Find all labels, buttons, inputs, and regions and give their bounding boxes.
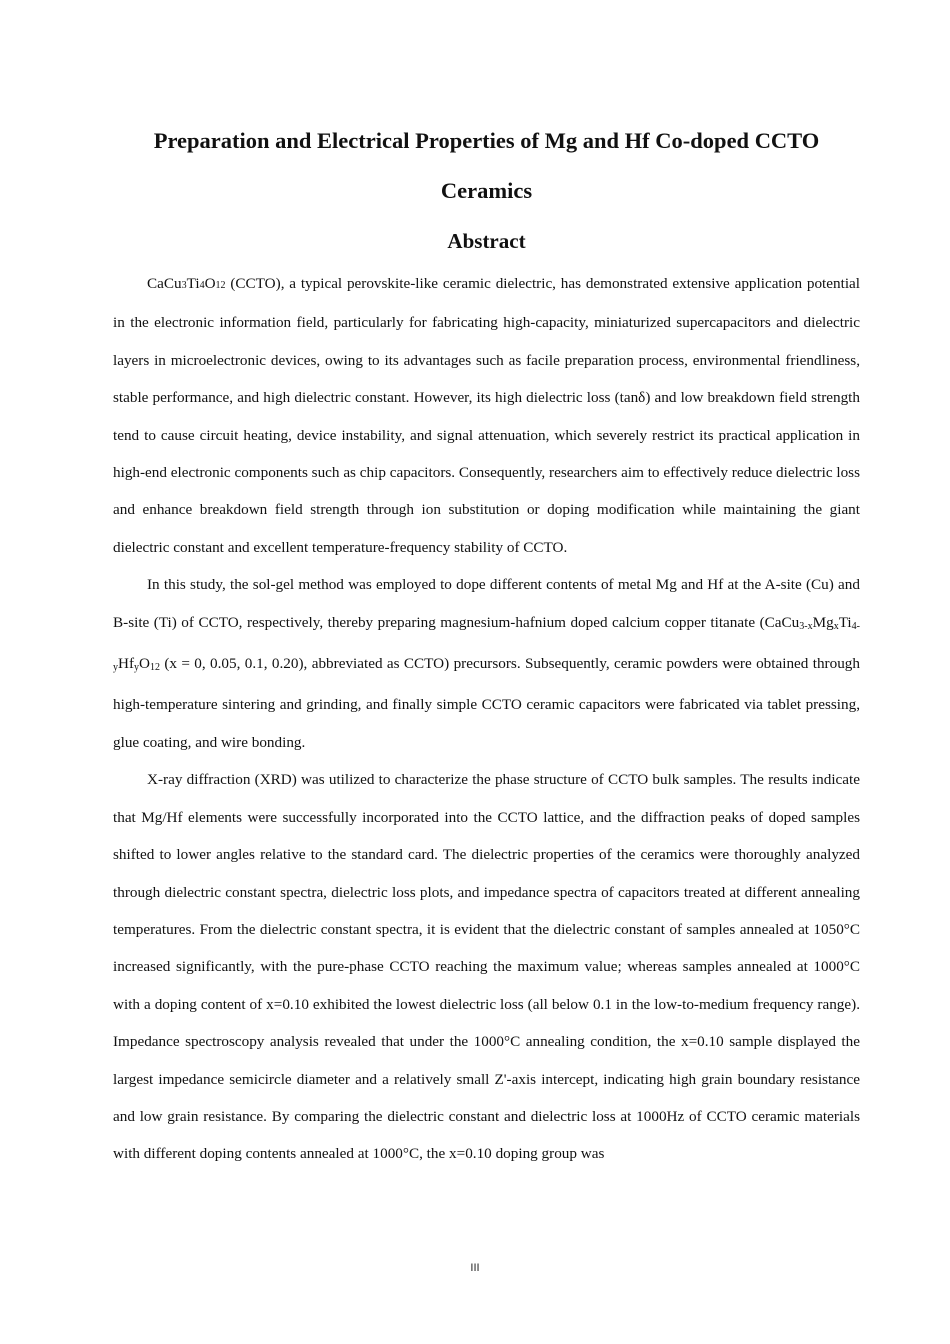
formula-subscript: 12 — [215, 280, 226, 291]
formula-text: Ti — [838, 613, 852, 631]
formula-subscript: 4-y — [113, 620, 860, 674]
formula-text: CaCu — [147, 275, 182, 292]
formula-text: O — [204, 275, 216, 292]
formula-subscript: 12 — [150, 662, 160, 674]
page-number: III — [470, 1262, 480, 1274]
abstract-heading: Abstract — [447, 229, 526, 253]
abstract-paragraph-1 — [113, 265, 860, 566]
formula-text: Ti — [186, 275, 200, 292]
paper-title: Preparation and Electrical Properties of Mg and Hf Co-doped CCTO Ceramics — [153, 128, 820, 203]
paragraph-text: (x = 0, 0.05, 0.1, 0.20), abbreviated as CCTO) precursors. Subsequently, ceramic powders were obtained through high-temperature sintering and grinding, and finally simple CCTO ceramic capacitors were fabricated via tablet pressing, glue coating, and wire bonding. — [113, 655, 860, 751]
abstract-paragraph-2 — [113, 566, 860, 761]
paragraph-text: In this study, the sol-gel method was employed to dope different contents of metal Mg and Hf at the A-site (Cu) and B-site (Ti) of CCTO, respectively, thereby preparing magnesium-hafnium doped calcium copper titanate (CaCu — [113, 576, 860, 631]
formula-subscript: 3-x — [799, 620, 813, 632]
formula-text: O — [139, 655, 150, 673]
formula-subscript: 3 — [181, 280, 187, 291]
paragraph-text: (CCTO), a typical perovskite-like ceramic dielectric, has demonstrated extensive application potential in the electronic information field, particularly for fabricating high-capacity, miniaturized supercapacitors and dielectric layers in microelectronic devices, owing to its advantages such as facile preparation process, environmental friendliness, stable performance, and high dielectric constant. However, its high dielectric loss (tanδ) and low breakdown field strength tend to cause circuit heating, device instability, and signal attenuation, which severely restrict its practical application in high-end electronic components such as chip capacitors. Consequently, researchers aim to effectively reduce dielectric loss and enhance breakdown field strength through ion substitution or doping modification while maintaining the giant dielectric constant and excellent temperature-frequency stability of CCTO. — [113, 275, 860, 556]
formula-subscript: 4 — [199, 280, 205, 291]
formula-subscript: x — [833, 620, 839, 632]
formula-text: Mg — [812, 613, 834, 631]
formula-text: Hf — [118, 655, 135, 673]
formula-subscript: y — [134, 662, 140, 674]
abstract-paragraph-3: X-ray diffraction (XRD) was utilized to characterize the phase structure of CCTO bulk samples. The results indicate that Mg/Hf elements were successfully incorporated into the CCTO lattice, and the diffraction peaks of doped samples shifted to lower angles relative to the standard card. The dielectric properties of the ceramics were thoroughly analyzed through dielectric constant spectra, dielectric loss plots, and impedance spectra of capacitors treated at different annealing temperatures. From the dielectric constant spectra, it is evident that the dielectric constant of samples annealed at 1050°C increased significantly, with the pure-phase CCTO reaching the maximum value; whereas samples annealed at 1000°C with a doping content of x=0.10 exhibited the lowest dielectric loss (all below 0.1 in the low-to-medium frequency range). Impedance spectroscopy analysis revealed that under the 1000°C annealing condition, the x=0.10 sample displayed the largest impedance semicircle diameter and a relatively small Z'-axis intercept, indicating high grain boundary resistance and low grain resistance. By comparing the dielectric constant and dielectric loss at 1000Hz of CCTO ceramic materials with different doping contents annealed at 1000°C, the x=0.10 doping group was — [113, 771, 860, 1163]
abstract-body — [113, 265, 860, 1173]
